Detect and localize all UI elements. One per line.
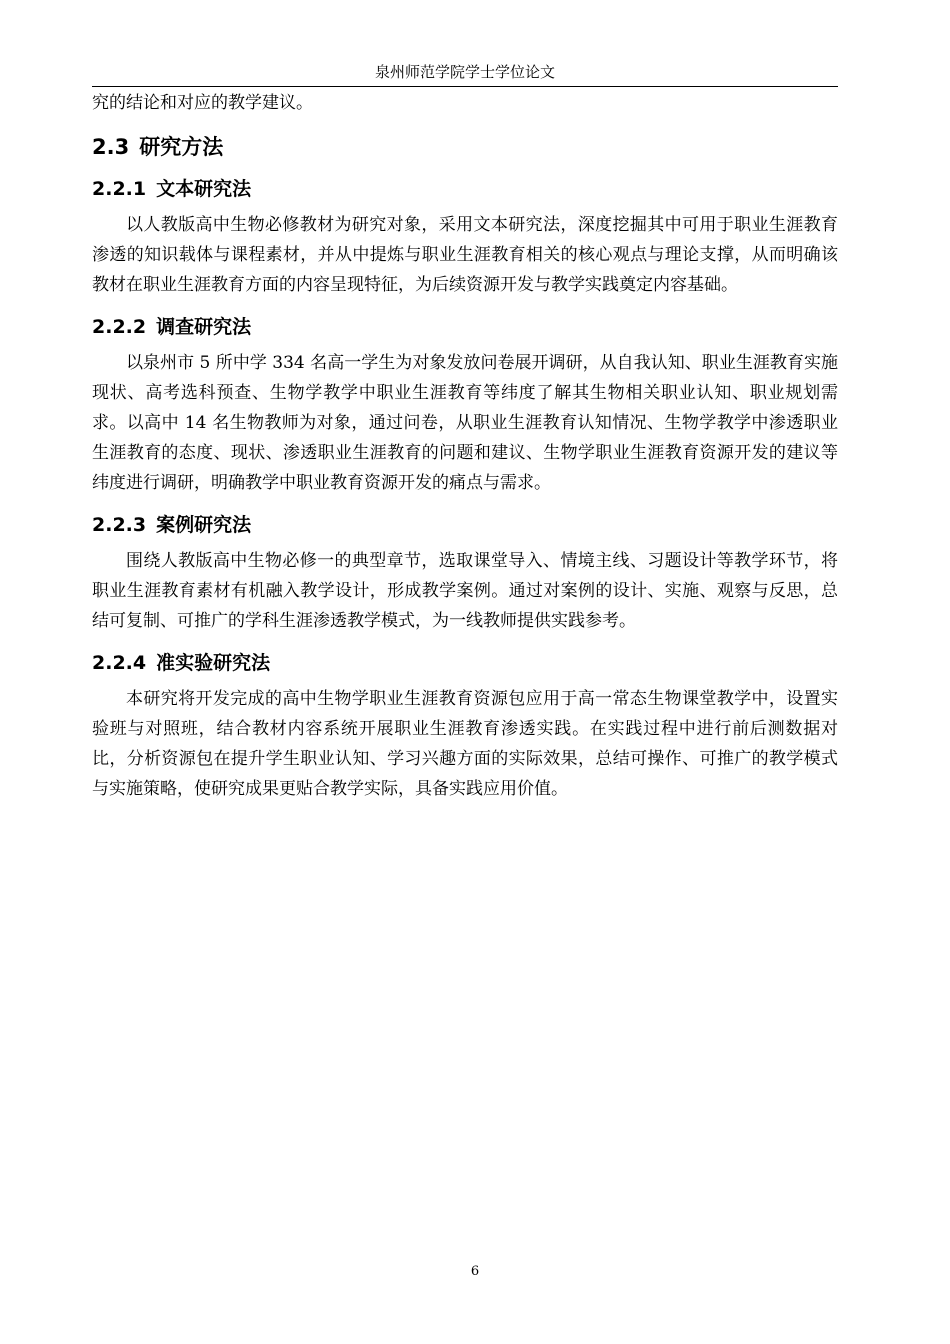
document-body: [92, 88, 838, 804]
subsection-heading: [92, 648, 838, 678]
subsection-paragraph: 以人教版高中生物必修教材为研究对象，采用文本研究法，深度挖掘其中可用于职业生涯教育渗透的知识载体与课程素材，并从中提炼与职业生涯教育相关的核心观点与理论支撑，从而明确该教材在职业生涯教育方面的内容呈现特征，为后续资源开发与教学实践奠定内容基础。: [92, 215, 838, 295]
subsection-number: 2.2.1: [92, 178, 147, 200]
section-number: 2.3: [92, 135, 130, 159]
subsection-heading: [92, 312, 838, 342]
section-title: 研究方法: [139, 135, 224, 159]
subsection-paragraph: 本研究将开发完成的高中生物学职业生涯教育资源包应用于高一常态生物课堂教学中，设置实验班与对照班，结合教材内容系统开展职业生涯教育渗透实践。在实践过程中进行前后测数据对比，分析资源包在提升学生职业认知、学习兴趣方面的实际效果，总结可操作、可推广的教学模式与实施策略，使研究成果更贴合教学实际，具备实践应用价值。: [92, 689, 838, 799]
subsection-number: 2.2.3: [92, 514, 147, 536]
subsection-paragraph: 以泉州市 5 所中学 334 名高一学生为对象发放问卷展开调研，从自我认知、职业生涯教育实施现状、高考选科预查、生物学教学中职业生涯教育等纬度了解其生物相关职业认知、职业规划需求。以高中 14 名生物教师为对象，通过问卷，从职业生涯教育认知情况、生物学教学中渗透职业生涯教育的态度、现状、渗透职业生涯教育的问题和建议、生物学职业生涯教育资源开发的建议等纬度进行调研，明确教学中职业教育资源开发的痛点与需求。: [92, 353, 838, 493]
header-divider: [92, 86, 838, 87]
subsection-title: 案例研究法: [156, 514, 252, 536]
subsection-paragraph: 围绕人教版高中生物必修一的典型章节，选取课堂导入、情境主线、习题设计等教学环节，将职业生涯教育素材有机融入教学设计，形成教学案例。通过对案例的设计、实施、观察与反思，总结可复制、可推广的学科生涯渗透教学模式，为一线教师提供实践参考。: [92, 551, 838, 631]
subsection-number: 2.2.4: [92, 652, 147, 674]
subsection-number: 2.2.2: [92, 316, 147, 338]
subsection-title: 调查研究法: [156, 316, 252, 338]
continued-paragraph: 究的结论和对应的教学建议。: [92, 93, 313, 113]
page-number: 6: [470, 1264, 480, 1279]
subsection-heading: [92, 174, 838, 204]
subsection-title: 准实验研究法: [156, 652, 271, 674]
page-header: 泉州师范学院学士学位论文: [374, 63, 555, 81]
subsection-title: 文本研究法: [156, 178, 252, 200]
section-heading: [92, 132, 838, 162]
subsection-heading: [92, 510, 838, 540]
